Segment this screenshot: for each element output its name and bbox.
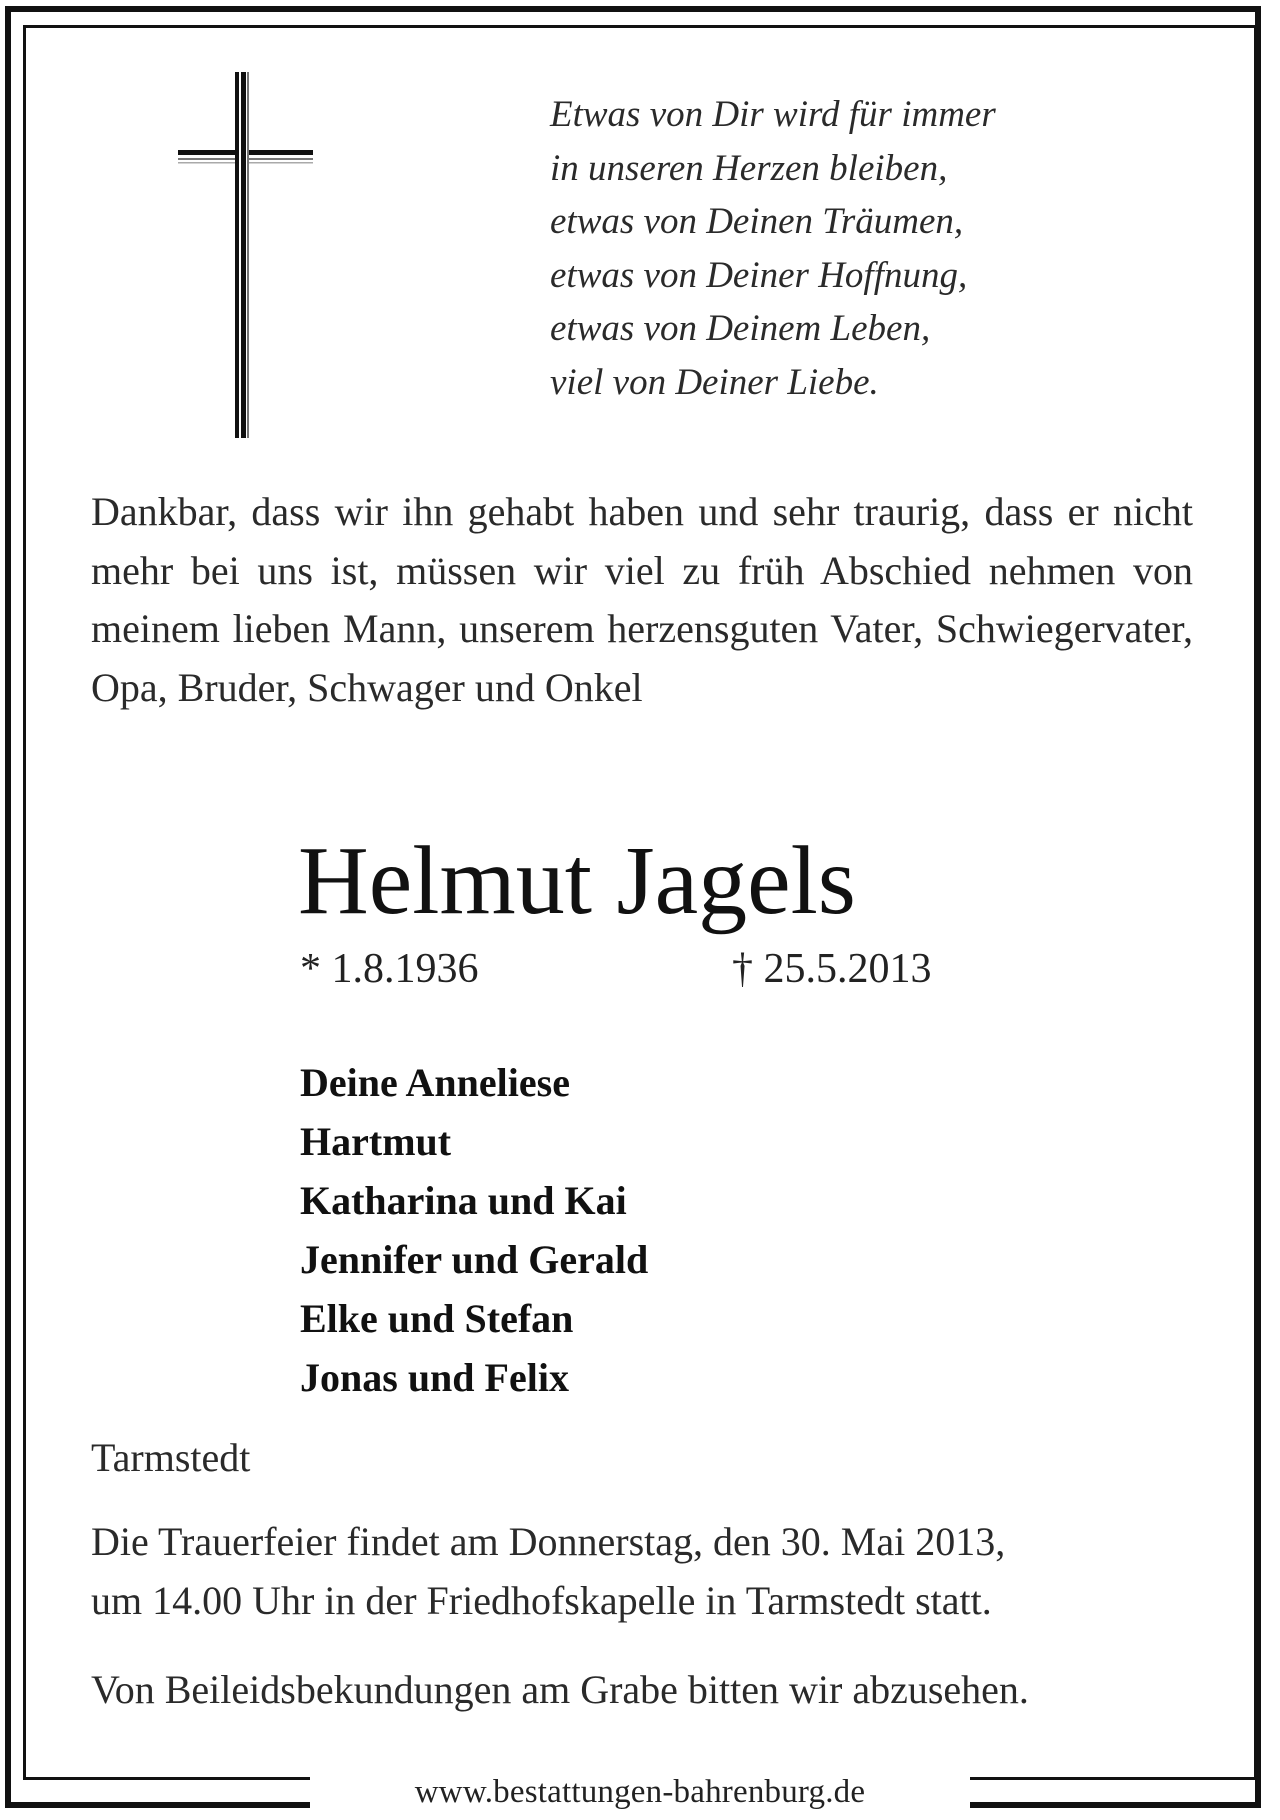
mourners-list (300, 1053, 648, 1407)
condolence-note: Von Beileidsbekundungen am Grabe bitten wir abzusehen. (91, 1667, 1029, 1712)
footer-website: www.bestattungen-bahrenburg.de (414, 1774, 866, 1810)
intro-paragraph: Dankbar, dass wir ihn gehabt haben und sehr traurig, dass er nicht mehr bei uns ist, müssen wir viel zu früh Abschied nehmen von meinem lieben Mann, unserem herzensguten Vater, Schwiegervater, Opa, Bruder, Schwager und Onkel (91, 489, 1193, 710)
service-line: um 14.00 Uhr in der Friedhofskapelle in Tarmstedt statt. (91, 1578, 992, 1623)
poem-line: etwas von Deinem Leben, (550, 308, 931, 349)
place-name: Tarmstedt (91, 1435, 251, 1480)
mourner-name: Katharina und Kai (300, 1178, 627, 1223)
funeral-service-info (91, 1512, 1193, 1630)
mourner-name: Jonas und Felix (300, 1355, 569, 1400)
service-line: Die Trauerfeier findet am Donnerstag, den 30. Mai 2013, (91, 1519, 1006, 1564)
cross-icon (178, 72, 313, 438)
birth-date: * 1.8.1936 (300, 946, 479, 992)
mourner-name: Hartmut (300, 1119, 452, 1164)
poem-line: Etwas von Dir wird für immer (550, 94, 996, 135)
mourner-name: Jennifer und Gerald (300, 1237, 649, 1282)
deceased-name: Helmut Jagels (298, 827, 856, 935)
mourner-name: Elke und Stefan (300, 1296, 574, 1341)
memorial-poem (550, 88, 1190, 409)
poem-line: etwas von Deinen Träumen, (550, 201, 964, 242)
poem-line: in unseren Herzen bleiben, (550, 147, 948, 189)
poem-line: etwas von Deiner Hoffnung, (550, 254, 968, 296)
poem-line: viel von Deiner Liebe. (550, 361, 879, 403)
mourner-name: Deine Anneliese (300, 1060, 570, 1105)
death-date: † 25.5.2013 (732, 946, 932, 992)
